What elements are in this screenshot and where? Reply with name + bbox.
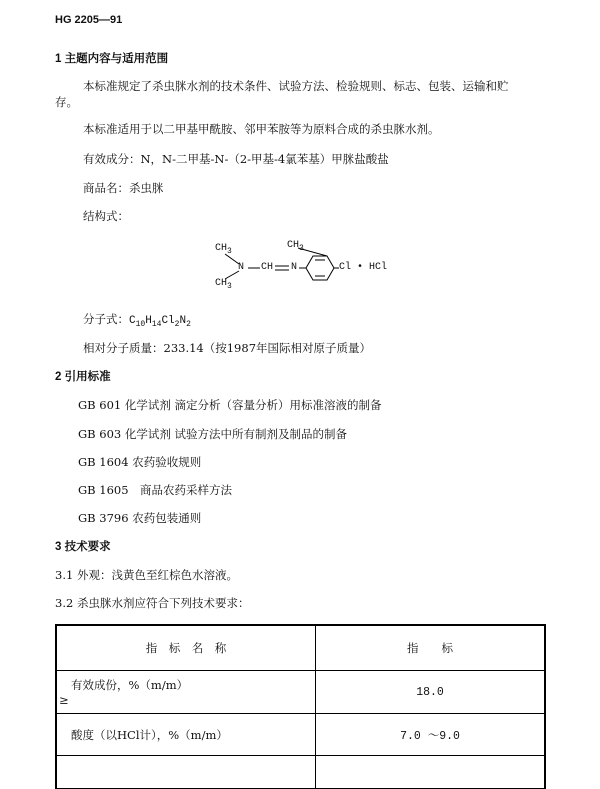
methyl-group: $CH_3$ [215,243,232,256]
header-name-cell: 指 标 名 称 [56,625,316,671]
header-value-cell: 指 标 [316,625,546,671]
molecular-formula: 分子式：$C_{10}H_{14}Cl_2N_2$ [83,312,191,329]
spec-table [55,624,546,789]
section-3-title: 3 技术要求 [55,541,111,553]
scope-paragraph-cont: 存。 [55,95,78,109]
section-1-title: 1 主题内容与适用范围 [55,53,169,65]
table-row [56,671,545,714]
reference-standard: GB 3796 农药包装通则 [78,511,202,525]
reference-standard: GB 1605 商品农药采样方法 [78,483,233,497]
nitrogen-atom: N [238,262,245,273]
trade-name: 商品名：杀虫脒 [83,181,164,195]
row-name-cell [56,756,316,789]
technical-requirement-intro: 3.2 杀虫脒水剂应符合下列技术要求： [55,596,250,610]
row-value-cell: 18.0 [316,671,546,714]
bond-lines [205,236,395,296]
table-row [56,714,545,756]
row-name-cell: 酸度（以HCl计），%（m/m） [56,714,316,756]
structural-formula [205,236,395,296]
methine-group: CH [261,262,274,273]
active-ingredient: 有效成分：N，N-二甲基-N-（2-甲基-4氯苯基）甲脒盐酸盐 [83,152,389,166]
comparison-sign: ≥ [59,693,69,707]
reference-standard: GB 601 化学试剂 滴定分析（容量分析）用标准溶液的制备 [78,398,382,412]
methyl-group: $CH_3$ [287,240,304,253]
appearance-requirement: 3.1 外观：浅黄色至红棕色水溶液。 [55,568,238,582]
chloride-hcl: Cl • HCl [339,262,388,273]
molecular-weight: 相对分子质量：233.14（按1987年国际相对原子质量） [83,341,372,355]
standard-code: HG 2205—91 [55,14,123,26]
applicability-paragraph: 本标准适用于以二甲基甲酰胺、邻甲苯胺等为原料合成的杀虫脒水剂。 [83,122,440,136]
section-2-title: 2 引用标准 [55,371,111,383]
table-header-row [56,625,545,671]
row-value-cell: 7.0 ～9.0 [316,714,546,756]
row-name: 有效成份，%（m/m） [71,678,189,692]
row-name-cell [56,671,316,714]
scope-paragraph: 本标准规定了杀虫脒水剂的技术条件、试验方法、检验规则、标志、包装、运输和贮 [83,79,509,93]
structure-label: 结构式： [83,209,129,223]
reference-standard: GB 1604 农药验收规则 [78,455,202,469]
reference-standard: GB 603 化学试剂 试验方法中所有制剂及制品的制备 [78,427,348,441]
methyl-group: $CH_3$ [215,278,232,291]
table-row [56,756,545,789]
nitrogen-atom: N [291,262,298,273]
row-value-cell [316,756,546,789]
